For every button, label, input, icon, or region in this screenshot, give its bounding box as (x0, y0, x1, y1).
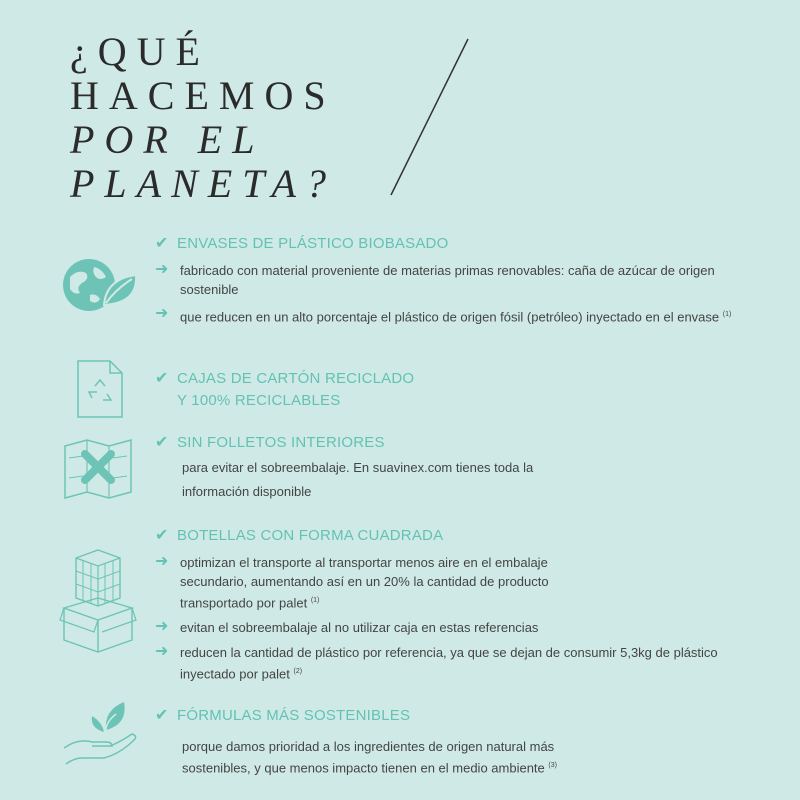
footnote-ref: (1) (310, 597, 320, 604)
arrow-icon: ➜ (155, 305, 169, 322)
check-icon: ✔ (155, 707, 169, 724)
section-title-text (177, 368, 414, 412)
section-title-text: FÓRMULAS MÁS SOSTENIBLES (177, 707, 411, 724)
check-icon: ✔ (155, 235, 169, 252)
section-text (182, 737, 612, 777)
item-text-body: que reducen en un alto porcentaje el plástico de origen fósil (petróleo) inyectado en el envase (180, 309, 720, 325)
section-square-bottles (155, 525, 775, 684)
footnote-ref: (3) (548, 762, 557, 769)
section-title (155, 525, 775, 547)
list-item (155, 553, 605, 612)
title-line-3: POR EL (70, 117, 265, 162)
item-text-body: reducen la cantidad de plástico por referencia, ya que se dejan de consumir 5,3kg de plástico inyectado por palet (180, 645, 718, 682)
list-item (155, 618, 775, 637)
section-cardboard (155, 368, 775, 412)
page-title (70, 30, 336, 206)
section-title (155, 432, 775, 454)
section-title (155, 705, 775, 727)
section-title-text: BOTELLAS CON FORMA CUADRADA (177, 527, 444, 544)
check-icon: ✔ (155, 527, 169, 544)
item-text (180, 553, 605, 612)
section-title-line-1: CAJAS DE CARTÓN RECICLADO (177, 370, 415, 387)
hand-plant-icon (62, 700, 142, 770)
decorative-slash (385, 35, 475, 200)
section-title-line-2: Y 100% RECICLABLES (177, 392, 341, 409)
footnote-ref: (1) (722, 311, 732, 318)
list-item (155, 305, 775, 326)
recycled-paper-icon (75, 358, 125, 420)
box-bottles-icon (58, 548, 142, 656)
item-text (180, 643, 775, 683)
section-bioplastic (155, 233, 775, 326)
section-text-body: porque damos prioridad a los ingredientes de origen natural más sostenibles, y que menos impacto tienen en el medio ambiente (182, 739, 555, 776)
title-line-1: ¿QUÉ (70, 29, 210, 74)
section-title (155, 233, 775, 255)
section-title-text: SIN FOLLETOS INTERIORES (177, 434, 385, 451)
no-leaflet-icon (63, 438, 135, 502)
globe-leaf-icon (60, 255, 140, 315)
title-line-2: HACEMOS (70, 73, 336, 118)
arrow-icon: ➜ (155, 643, 169, 661)
arrow-icon: ➜ (155, 261, 169, 278)
section-title-text: ENVASES DE PLÁSTICO BIOBASADO (177, 235, 449, 252)
section-text: para evitar el sobreembalaje. En suavinex.com tienes toda la información disponible (182, 460, 534, 499)
check-icon: ✔ (155, 434, 169, 451)
check-icon: ✔ (155, 370, 169, 387)
list-item (155, 643, 775, 683)
item-text (180, 305, 731, 326)
title-line-4: PLANETA? (70, 161, 336, 206)
section-formulas (155, 705, 775, 777)
item-text: evitan el sobreembalaje al no utilizar caja en estas referencias (180, 620, 539, 636)
arrow-icon: ➜ (155, 553, 169, 570)
section-no-leaflets (155, 432, 775, 504)
item-text: fabricado con material proveniente de materias primas renovables: caña de azúcar de origen sostenible (180, 263, 715, 297)
footnote-ref: (2) (293, 668, 303, 676)
arrow-icon: ➜ (155, 618, 169, 636)
list-item (155, 261, 775, 299)
item-text-body: optimizan el transporte al transportar menos aire en el embalaje secundario, aumentando así en un 20% la cantidad de producto transportado por palet (180, 555, 549, 611)
section-title (155, 368, 775, 412)
